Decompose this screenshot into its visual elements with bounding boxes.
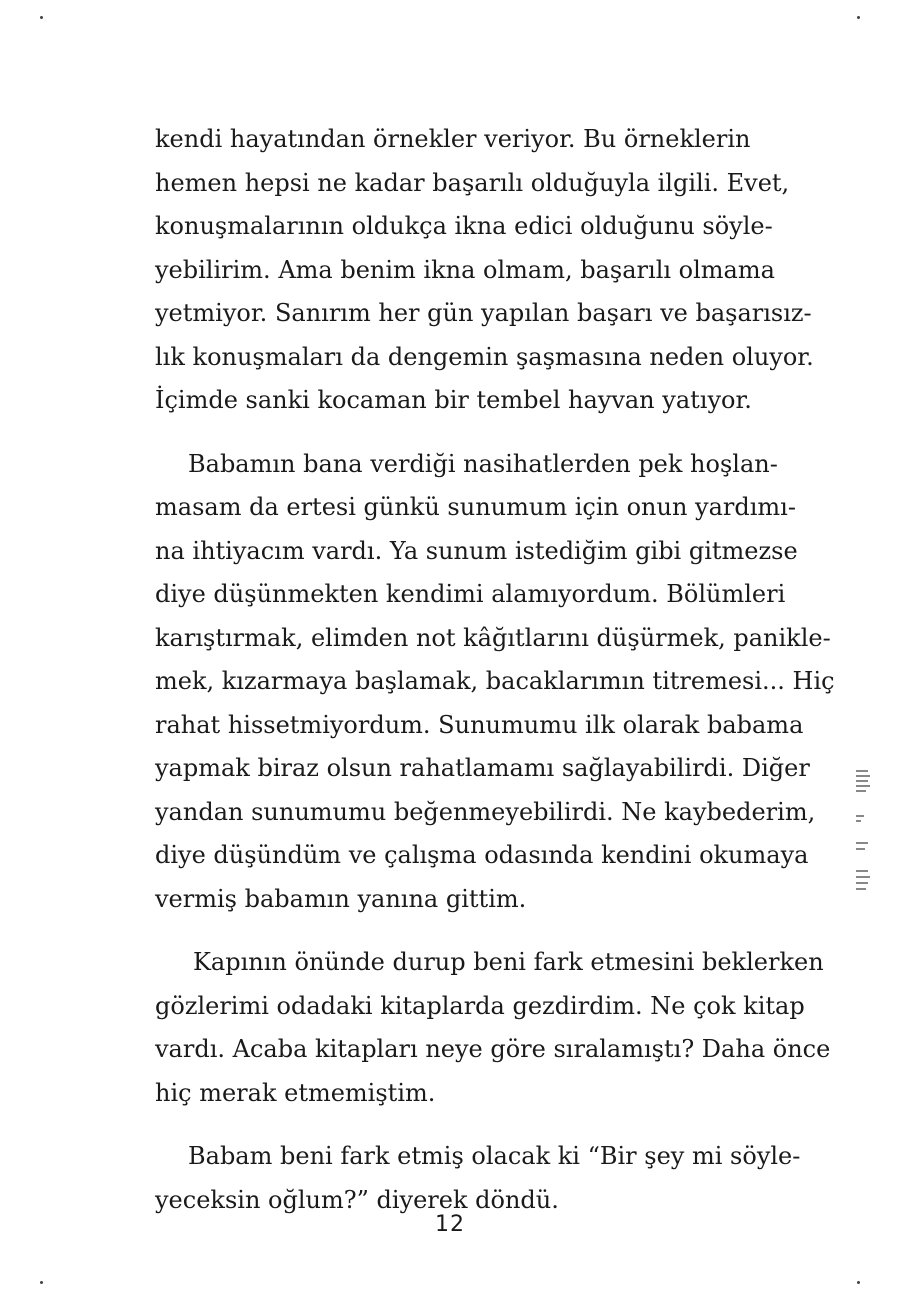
text-line: yetmiyor. Sanırım her gün yapılan başarı ve başarısız- bbox=[155, 299, 812, 327]
crop-mark-top-left bbox=[40, 16, 43, 19]
text-line: Kapının önünde durup beni fark etmesini beklerken bbox=[193, 948, 824, 976]
text-line: vardı. Acaba kitapları neye göre sıralamıştı? Daha önce bbox=[155, 1035, 831, 1063]
text-line: Babam beni fark etmiş olacak ki “Bir şey mi söyle- bbox=[188, 1142, 801, 1170]
paragraph bbox=[155, 1135, 801, 1222]
text-line: karıştırmak, elimden not kâğıtlarını düşürmek, panikle- bbox=[155, 623, 831, 652]
text-line: diye düşündüm ve çalışma odasında kendini okumaya bbox=[155, 841, 809, 869]
text-line: lık konuşmaları da dengemin şaşmasına neden oluyor. bbox=[155, 342, 814, 371]
text-line: İçimde sanki kocaman bir tembel hayvan yatıyor. bbox=[155, 386, 752, 414]
paragraph bbox=[155, 443, 835, 922]
paragraph bbox=[155, 118, 814, 423]
text-line: yeceksin oğlum?” diyerek döndü. bbox=[155, 1185, 559, 1214]
margin-scan-marks bbox=[856, 770, 872, 892]
text-line: diye düşünmekten kendimi alamıyordum. Bölümleri bbox=[155, 580, 786, 608]
text-line: kendi hayatından örnekler veriyor. Bu örneklerin bbox=[155, 125, 751, 153]
text-line: vermiş babamın yanına gittim. bbox=[155, 884, 527, 913]
crop-mark-top-right bbox=[857, 16, 860, 19]
crop-mark-bottom-right bbox=[857, 1281, 860, 1284]
text-line: gözlerimi odadaki kitaplarda gezdirdim. Ne çok kitap bbox=[155, 991, 805, 1020]
page-number: 12 bbox=[435, 1212, 465, 1237]
body-text bbox=[155, 118, 835, 1222]
text-line: yebilirim. Ama benim ikna olmam, başarılı olmama bbox=[155, 255, 775, 284]
text-line: masam da ertesi günkü sunumum için onun yardımı- bbox=[155, 493, 796, 521]
text-line: Babamın bana verdiği nasihatlerden pek hoşlan- bbox=[188, 449, 778, 478]
text-line: mek, kızarmaya başlamak, bacaklarımın titremesi... Hiç bbox=[155, 667, 835, 695]
text-line: yapmak biraz olsun rahatlamamı sağlayabilirdi. Diğer bbox=[155, 754, 810, 782]
crop-mark-bottom-left bbox=[40, 1281, 43, 1284]
text-line: hiç merak etmemiştim. bbox=[155, 1078, 436, 1107]
text-line: rahat hissetmiyordum. Sunumumu ilk olarak babama bbox=[155, 710, 804, 739]
text-line: konuşmalarının oldukça ikna edici olduğunu söyle- bbox=[155, 212, 773, 240]
paragraph bbox=[155, 941, 831, 1115]
text-line: hemen hepsi ne kadar başarılı olduğuyla ilgili. Evet, bbox=[155, 168, 790, 197]
text-line: na ihtiyacım vardı. Ya sunum istediğim gibi gitmezse bbox=[155, 536, 798, 565]
text-line: yandan sunumumu beğenmeyebilirdi. Ne kaybederim, bbox=[155, 797, 816, 826]
